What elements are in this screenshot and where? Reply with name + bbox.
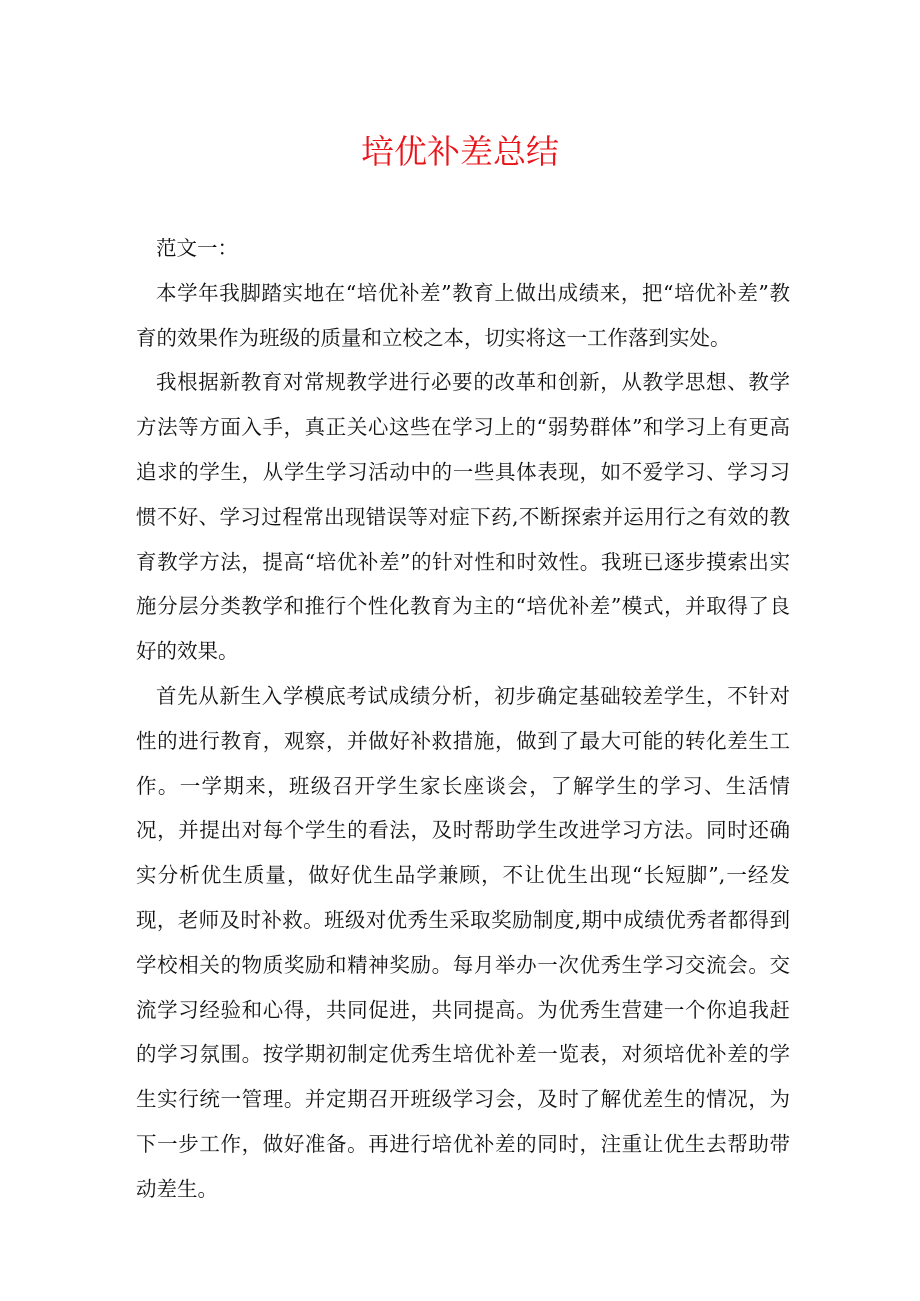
paragraph-2: 我根据新教育对常规教学进行必要的改革和创新，从教学思想、教学方法等方面入手，真正关心这些在学习上的“弱势群体”和学习上有更高追求的学生，从学生学习活动中的一些具体表现，如不爱学习、学习习惯不好、学习过程常出现错误等对症下药,不断探索并运用行之有效的教育教学方法，提高“培优补差”的针对性和时效性。我班已逐步摸索出实施分层分类教学和推行个性化教育为主的“培优补差”模式，并取得了良好的效果。 [136,370,790,664]
paragraph-1: 本学年我脚踏实地在“培优补差”教育上做出成绩来，把“培优补差”教育的效果作为班级的质量和立校之本，切实将这一工作落到实处。 [136,280,790,350]
document-body [136,226,790,1212]
section-label: 范文一： [156,236,238,260]
paragraph-3: 首先从新生入学模底考试成绩分析，初步确定基础较差学生，不针对性的进行教育，观察，并做好补救措施，做到了最大可能的转化差生工作。一学期来，班级召开学生家长座谈会，了解学生的学习、生活情况，并提出对每个学生的看法，及时帮助学生改进学习方法。同时还确实分析优生质量，做好优生品学兼顾，不让优生出现“长短脚”,一经发现，老师及时补救。班级对优秀生采取奖励制度,期中成绩优秀者都得到学校相关的物质奖励和精神奖励。每月举办一次优秀生学习交流会。交流学习经验和心得，共同促进，共同提高。为优秀生营建一个你追我赶的学习氛围。按学期初制定优秀生培优补差一览表，对须培优补差的学生实行统一管理。并定期召开班级学习会，及时了解优差生的情况，为下一步工作，做好准备。再进行培优补差的同时，注重让优生去帮助带动差生。 [136,683,790,1201]
document-title: 培优补差总结 [361,132,559,171]
